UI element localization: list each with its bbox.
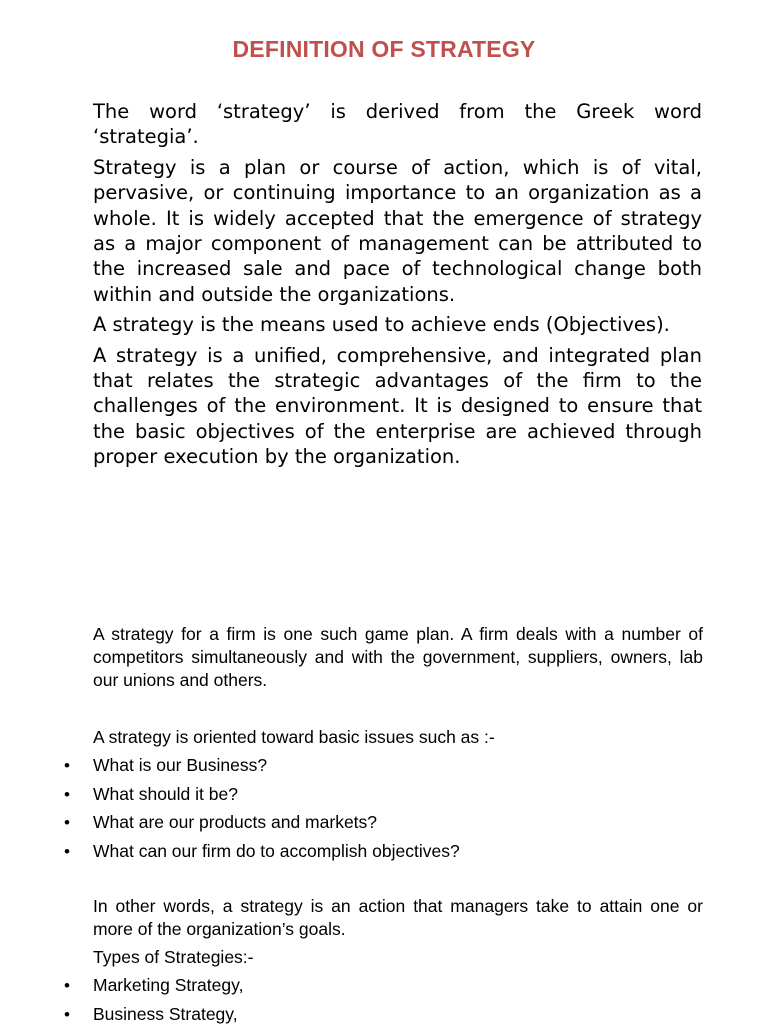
list-item: [93, 754, 703, 783]
other-words-paragraph: In other words, a strategy is an action that managers take to attain one or more of the organization’s goals.: [93, 895, 703, 941]
page-title: DEFINITION OF STRATEGY: [0, 36, 768, 63]
definition-paragraph-origin: The word ‘strategy’ is derived from the Greek word ‘strategia’.: [93, 99, 702, 150]
oriented-section: [93, 726, 703, 749]
types-heading: Types of Strategies:-: [93, 946, 703, 969]
bullet-icon: •: [64, 811, 70, 834]
list-item-text: Business Strategy,: [93, 1004, 238, 1024]
other-words-section: [93, 895, 703, 941]
list-item: [93, 974, 703, 1003]
list-item: [93, 840, 703, 869]
list-item: [93, 1003, 703, 1031]
definition-paragraph-means: A strategy is the means used to achieve ends (Objectives).: [93, 312, 702, 337]
list-item-text: Marketing Strategy,: [93, 975, 243, 995]
list-item-text: What is our Business?: [93, 755, 267, 775]
list-item-text: What can our firm do to accomplish objectives?: [93, 841, 460, 861]
list-item-text: What are our products and markets?: [93, 812, 377, 832]
bullet-icon: •: [64, 840, 70, 863]
bullet-icon: •: [64, 754, 70, 777]
definition-paragraph-unified: A strategy is a unified, comprehensive, and integrated plan that relates the strategic advantages of the firm to the challenges of the environment. It is designed to ensure that the basic objectives of the enterprise are achieved through proper execution by the organization.: [93, 343, 702, 470]
list-item: [93, 783, 703, 812]
list-item: [93, 811, 703, 840]
bullet-icon: •: [64, 974, 70, 997]
issues-list: [93, 754, 703, 868]
types-list: [93, 974, 703, 1031]
oriented-heading: A strategy is oriented toward basic issues such as :-: [93, 726, 703, 749]
bullet-icon: •: [64, 783, 70, 806]
bullet-icon: •: [64, 1003, 70, 1026]
game-plan-section: [93, 623, 703, 692]
definition-paragraph-plan: Strategy is a plan or course of action, which is of vital, pervasive, or continuing importance to an organization as a whole. It is widely accepted that the emergence of strategy as a major component of management can be attributed to the increased sale and pace of technological change both within and outside the organizations.: [93, 155, 702, 307]
issues-list-container: [93, 754, 703, 868]
types-section: [93, 946, 703, 969]
types-list-container: [93, 974, 703, 1031]
game-plan-paragraph: A strategy for a firm is one such game plan. A firm deals with a number of competitors simultaneously and with the government, suppliers, owners, lab our unions and others.: [93, 623, 703, 692]
definition-section: [93, 99, 702, 475]
list-item-text: What should it be?: [93, 784, 238, 804]
